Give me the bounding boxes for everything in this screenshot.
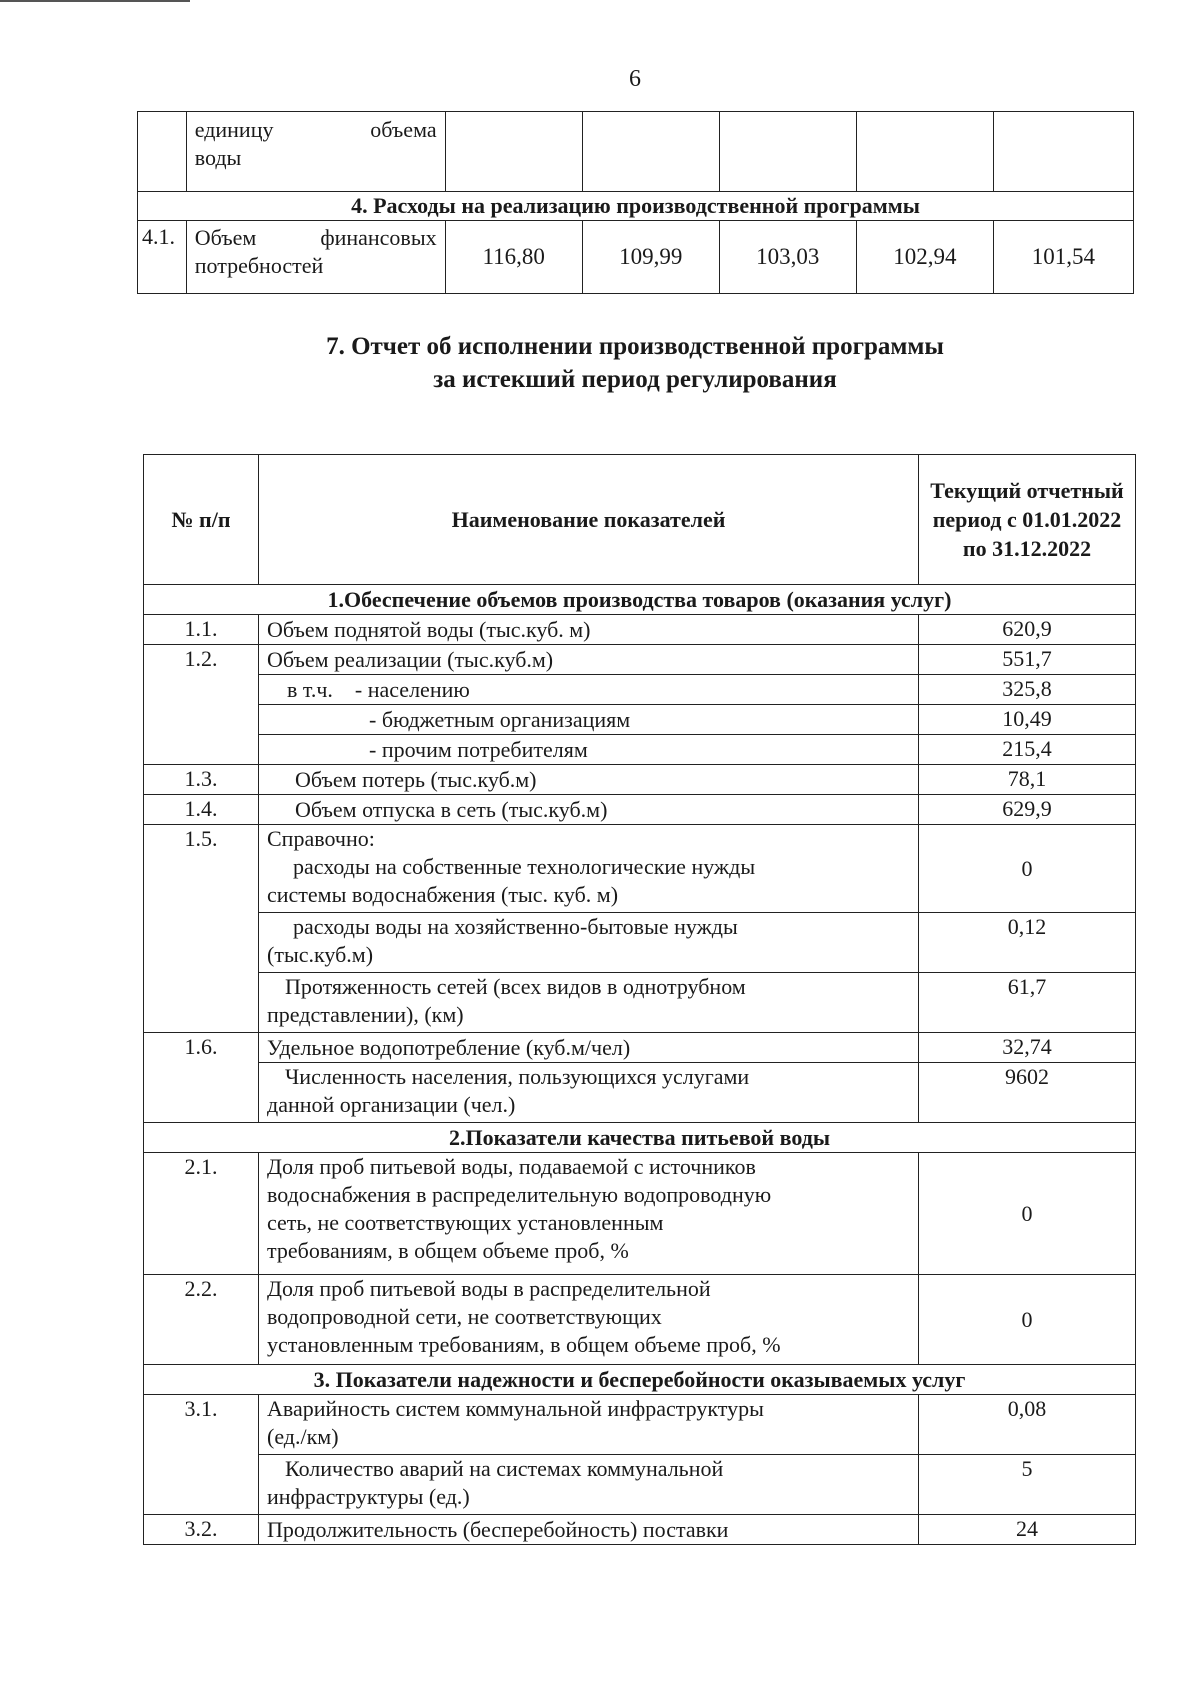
section-heading: 3. Показатели надежности и бесперебойности оказываемых услуг (144, 1365, 1136, 1395)
header-num: № п/п (144, 455, 259, 585)
cell-text: объема (370, 117, 437, 142)
cell-text: водопроводной сети, не соответствующих (267, 1304, 662, 1329)
row-number: 1.5. (144, 825, 259, 1033)
row-name: Удельное водопотребление (куб.м/чел) (259, 1033, 919, 1063)
row-value: 61,7 (919, 973, 1136, 1033)
cell-text: Объем (194, 225, 257, 250)
row-value: 32,74 (919, 1033, 1136, 1063)
row-number: 1.4. (144, 795, 259, 825)
row-name: - прочим потребителям (259, 735, 919, 765)
cell-text: Справочно: (267, 826, 375, 851)
row-name: Объем потерь (тыс.куб.м) (259, 765, 919, 795)
table-row (138, 221, 1134, 294)
row-name (259, 1153, 919, 1275)
report-table (143, 454, 1136, 1545)
table-row (144, 1275, 1136, 1365)
production-program-table (137, 111, 1134, 294)
row-name: Объем реализации (тыс.куб.м) (259, 645, 919, 675)
cell-text: данной организации (чел.) (267, 1092, 516, 1117)
row-value: 0 (919, 825, 1136, 913)
row-value: 215,4 (919, 735, 1136, 765)
row-value: 24 (919, 1515, 1136, 1545)
row-name (259, 1275, 919, 1365)
section-heading: 2.Показатели качества питьевой воды (144, 1123, 1136, 1153)
table-row (144, 645, 1136, 675)
row-value: 325,8 (919, 675, 1136, 705)
row-value: 629,9 (919, 795, 1136, 825)
table-row (144, 1033, 1136, 1063)
report-title-line: за истекший период регулирования (433, 366, 837, 393)
table-cell (856, 112, 993, 192)
cell-text: воды (194, 145, 242, 170)
table-row (144, 585, 1136, 615)
cell-text: единицу (194, 117, 274, 142)
table-row (144, 705, 1136, 735)
cell-text: Количество аварий на системах коммунальной (285, 1456, 724, 1481)
table-row (144, 973, 1136, 1033)
cell-text: сеть, не соответствующих установленным (267, 1210, 664, 1235)
row-number: 3.1. (144, 1395, 259, 1515)
row-value: 0 (919, 1275, 1136, 1365)
row-name (259, 973, 919, 1033)
row-name (259, 913, 919, 973)
value-cell: 116,80 (445, 221, 582, 294)
cell-text: водоснабжения в распределительную водопроводную (267, 1182, 772, 1207)
row-name (259, 1063, 919, 1123)
row-value: 0 (919, 1153, 1136, 1275)
cell-text: системы водоснабжения (тыс. куб. м) (267, 882, 619, 907)
report-title-line: 7. Отчет об исполнении производственной программы (326, 333, 944, 360)
table-row (144, 615, 1136, 645)
table-row (144, 675, 1136, 705)
cell-text: потребностей (194, 253, 324, 278)
report-title (0, 330, 1200, 396)
cell-text: требованиям, в общем объеме проб, % (267, 1238, 629, 1263)
row-name: Продолжительность (бесперебойность) поставки (259, 1515, 919, 1545)
value-cell: 103,03 (719, 221, 856, 294)
row-name: Объем отпуска в сеть (тыс.куб.м) (259, 795, 919, 825)
table-row (144, 1063, 1136, 1123)
section-heading: 1.Обеспечение объемов производства товаров (оказания услуг) (144, 585, 1136, 615)
table-header-row (144, 455, 1136, 585)
cell-text: финансовых (320, 225, 437, 250)
row-value: 0,08 (919, 1395, 1136, 1455)
row-name (259, 1455, 919, 1515)
cell-text: Доля проб питьевой воды в распределительной (267, 1276, 711, 1301)
table-row (144, 1153, 1136, 1275)
row-number: 3.2. (144, 1515, 259, 1545)
table-row (144, 825, 1136, 913)
row-number: 2.1. (144, 1153, 259, 1275)
table-cell (582, 112, 719, 192)
table-cell (138, 112, 187, 192)
table-row (144, 1455, 1136, 1515)
row-name (259, 825, 919, 913)
row-value: 9602 (919, 1063, 1136, 1123)
cell-text: (ед./км) (267, 1424, 339, 1449)
cell-text: Аварийность систем коммунальной инфраструктуры (267, 1396, 764, 1421)
row-number: 1.1. (144, 615, 259, 645)
row-name: в т.ч. - населению (259, 675, 919, 705)
table-row (144, 1395, 1136, 1455)
row-name: - бюджетным организациям (259, 705, 919, 735)
row-number: 2.2. (144, 1275, 259, 1365)
row-value: 78,1 (919, 765, 1136, 795)
table-row (144, 1123, 1136, 1153)
header-name: Наименование показателей (259, 455, 919, 585)
cell-text: Численность населения, пользующихся услугами (285, 1064, 750, 1089)
table-cell (445, 112, 582, 192)
cell-text: Доля проб питьевой воды, подаваемой с источников (267, 1154, 756, 1179)
scan-edge-mark (0, 0, 190, 2)
table-row (144, 1515, 1136, 1545)
value-cell: 102,94 (856, 221, 993, 294)
cell-text: расходы на собственные технологические нужды (293, 854, 756, 879)
section-heading: 4. Расходы на реализацию производственной программы (138, 192, 1134, 221)
row-number: 4.1. (138, 221, 187, 294)
table-row (144, 765, 1136, 795)
cell-text: установленным требованиям, в общем объеме проб, % (267, 1332, 781, 1357)
table-cell (993, 112, 1133, 192)
table-row (138, 192, 1134, 221)
row-name: Объем поднятой воды (тыс.куб. м) (259, 615, 919, 645)
row-name (259, 1395, 919, 1455)
row-value: 0,12 (919, 913, 1136, 973)
value-cell: 101,54 (993, 221, 1133, 294)
row-number: 1.2. (144, 645, 259, 765)
table-row (144, 795, 1136, 825)
cell-text: Протяженность сетей (всех видов в однотрубном (285, 974, 746, 999)
table-row (144, 913, 1136, 973)
table-row (144, 735, 1136, 765)
row-value: 620,9 (919, 615, 1136, 645)
table-cell (186, 112, 445, 192)
cell-text: (тыс.куб.м) (267, 942, 374, 967)
row-value: 5 (919, 1455, 1136, 1515)
cell-text: инфраструктуры (ед.) (267, 1484, 470, 1509)
row-number: 1.6. (144, 1033, 259, 1123)
table-row (144, 1365, 1136, 1395)
row-value: 551,7 (919, 645, 1136, 675)
value-cell: 109,99 (582, 221, 719, 294)
row-number: 1.3. (144, 765, 259, 795)
cell-text: расходы воды на хозяйственно-бытовые нужды (293, 914, 738, 939)
table-cell (186, 221, 445, 294)
table-row (138, 112, 1134, 192)
header-period: Текущий отчетный период с 01.01.2022 по 31.12.2022 (919, 455, 1136, 585)
page-number: 6 (629, 66, 641, 92)
row-value: 10,49 (919, 705, 1136, 735)
table-cell (719, 112, 856, 192)
cell-text: представлении), (км) (267, 1002, 464, 1027)
